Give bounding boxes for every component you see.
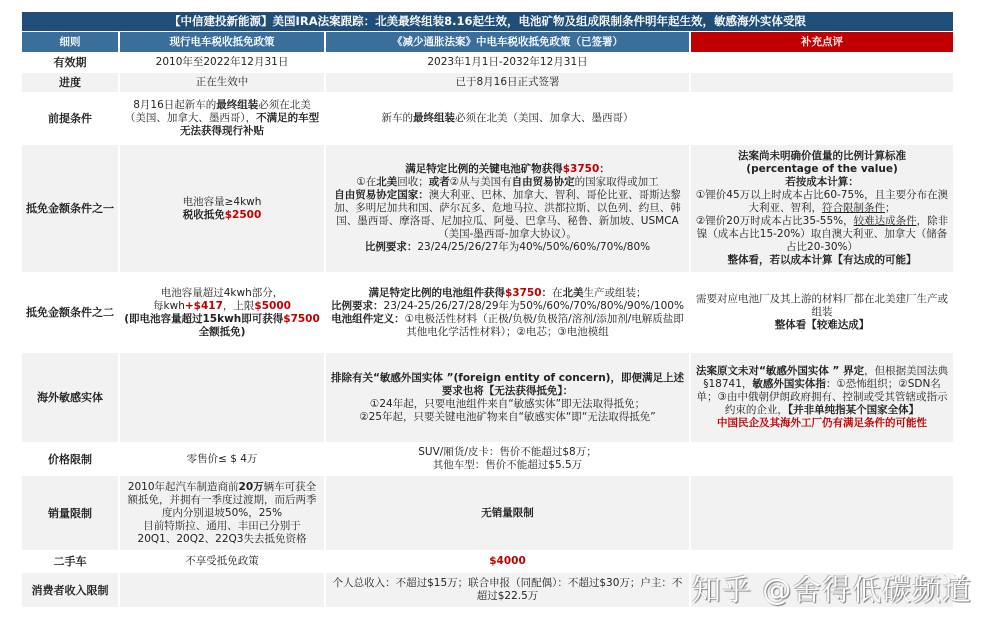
- text-segment: 敏感外国实体指: [752, 378, 826, 390]
- current-policy-cell: [119, 145, 325, 273]
- text-segment: 每kwh: [153, 299, 185, 312]
- ira-policy-cell: [325, 273, 690, 353]
- current-policy-cell: [119, 551, 325, 573]
- text-segment: 正在生效中: [195, 76, 249, 88]
- ira-policy-cell: [325, 551, 690, 573]
- title-row: [22, 12, 954, 32]
- text-segment: 比例要求：: [331, 299, 384, 312]
- paragraph: [695, 365, 949, 417]
- text-segment: 新车的: [381, 112, 413, 124]
- paragraph: [330, 76, 685, 89]
- paragraph: [330, 446, 685, 459]
- ira-policy-cell: [325, 73, 690, 93]
- text-segment: 电池容量≥4kwh: [182, 195, 262, 208]
- paragraph: [330, 176, 685, 189]
- paragraph: [124, 287, 320, 300]
- paragraph: [330, 577, 685, 603]
- text-segment: ，上限: [222, 299, 255, 312]
- text-segment: 20万: [238, 480, 264, 493]
- text-segment: 其他车型：售价不能超过$5.5万: [432, 459, 583, 471]
- text-segment: 最终组装: [216, 99, 259, 111]
- ira-policy-cell: [325, 443, 690, 476]
- text-segment: $5000: [254, 299, 291, 312]
- text-segment: 已于8月16日正式签署: [455, 76, 560, 88]
- table-row: [22, 476, 954, 551]
- comment-cell: [690, 93, 954, 145]
- comment-cell: [690, 443, 954, 476]
- text-segment: $3750: [504, 286, 542, 299]
- row-label: 二手车: [22, 551, 119, 573]
- text-segment: 电池组件定义：: [331, 312, 405, 325]
- paragraph: [330, 189, 685, 241]
- row-label: 价格限制: [22, 443, 119, 476]
- paragraph: [695, 189, 949, 215]
- text-segment: 23/24/25/26/27年为40%/50%/60%/70%/80%: [417, 241, 651, 253]
- paragraph: [124, 99, 320, 138]
- comment-cell: [690, 476, 954, 551]
- header-item: 细则: [22, 32, 119, 53]
- paragraph: [330, 300, 685, 313]
- paragraph: [330, 555, 685, 568]
- row-label: 有效期: [22, 53, 119, 73]
- text-segment: 辆车可获全额抵免，并拥有一季度过渡期，而后两季度内分别退坡50%，25%: [127, 480, 317, 519]
- text-segment: ②锂价20万时成本占比35-55%，: [695, 215, 854, 227]
- text-segment: 无销量限制: [481, 506, 534, 519]
- text-segment: 2010年起汽车制造商前: [127, 480, 239, 493]
- text-segment: 自由贸易协定国家：: [334, 189, 429, 201]
- current-policy-cell: [119, 93, 325, 145]
- row-label: 抵免金额条件之二: [22, 273, 119, 353]
- text-segment: ①在: [356, 176, 377, 188]
- text-segment: 比例要求：: [364, 241, 418, 253]
- header-current-policy: 现行电车税收抵免政策: [119, 32, 325, 53]
- row-label: 进度: [22, 73, 119, 93]
- paragraph: [330, 398, 685, 411]
- paragraph: [124, 56, 320, 69]
- comment-cell: [690, 353, 954, 443]
- text-segment: 需要对应电池厂及其上游的材料厂都在北美建厂生产或组装: [696, 293, 949, 318]
- text-segment: 必须在北美（美国、加拿大、墨西哥）: [455, 112, 634, 124]
- text-segment: ：: [599, 163, 610, 175]
- paragraph: [330, 112, 685, 125]
- text-segment: 在: [552, 286, 563, 299]
- text-segment: 个人总收入：不超过$15万；联合申报（同配偶）：不超过$30万；户主：不超过$22.5万: [332, 577, 683, 602]
- paragraph: [695, 215, 949, 254]
- text-segment: ②25年起，只要关键电池矿物来自“敏感实体“即“无法取得抵免”: [359, 410, 656, 423]
- table-row: [22, 53, 954, 73]
- paragraph: [124, 209, 320, 222]
- paragraph: [330, 56, 685, 69]
- text-segment: 自由贸易协定: [511, 176, 575, 188]
- paragraph: [330, 459, 685, 472]
- text-segment: 中国民企及其海外工厂仍有满足条件的可能性: [717, 417, 928, 429]
- table-row: [22, 145, 954, 273]
- paragraph: [124, 481, 320, 520]
- table-row: [22, 73, 954, 93]
- paragraph: [695, 417, 949, 430]
- paragraph: [124, 520, 320, 546]
- ira-policy-cell: [325, 573, 690, 608]
- comment-cell: [690, 273, 954, 353]
- ira-policy-cell: [325, 53, 690, 73]
- text-segment: 必须在北美（美国、加拿大、墨西哥），: [124, 99, 311, 124]
- paragraph: [124, 313, 320, 339]
- paragraph: [695, 150, 949, 163]
- text-segment: 2023年1月1日-2032年12月31日: [427, 56, 588, 68]
- text-segment: 澳大利亚、巴林、加拿大、智利、哥伦比亚、哥斯达黎加、多明尼加共和国、萨尔瓦多、危地马拉、洪都拉斯、以色列、约旦、韩国、墨西哥、摩洛哥、尼加拉瓜、阿曼、巴拿马、秘鲁、新加坡、USMCA（美国-墨西哥-加拿大协议）。: [334, 189, 681, 240]
- paragraph: [330, 411, 685, 424]
- paragraph: [330, 241, 685, 254]
- current-policy-cell: [119, 573, 325, 608]
- table-row: [22, 93, 954, 145]
- paragraph: [695, 293, 949, 319]
- text-segment: 排除有关“敏感外国实体 ”(foreign entity of concern)，即便满足上述要求也将【无法获得抵免】：: [331, 371, 684, 397]
- text-segment: 回收；: [397, 176, 429, 188]
- text-segment: 全额抵免): [198, 325, 246, 338]
- text-segment: 法案原文未对“敏感外国实体 ” 界定: [695, 365, 865, 377]
- current-policy-cell: [119, 353, 325, 443]
- table-row: [22, 443, 954, 476]
- paragraph: [330, 287, 685, 300]
- paragraph: [124, 196, 320, 209]
- text-segment: 目前特斯拉、通用、丰田已分别于20Q1、20Q2、22Q3失去抵免资格: [137, 519, 307, 545]
- text-segment: 2010年至2022年12月31日: [155, 56, 289, 68]
- watermark: 知乎 @舍得低碳频道: [692, 573, 973, 607]
- text-segment: ，除非镍（成本占比15-20%）取自澳大利亚、加拿大（储备占比20-30%）: [696, 215, 949, 253]
- header-comment: 补充点评: [690, 32, 954, 53]
- text-segment: +$417: [184, 299, 223, 312]
- paragraph: [330, 163, 685, 176]
- text-segment: 电池容量超过4kwh部分，: [160, 286, 284, 299]
- text-segment: 不满足的车型无法获得现行补贴: [180, 112, 320, 137]
- row-label: 销量限制: [22, 476, 119, 551]
- text-segment: $7500: [283, 312, 320, 325]
- current-policy-cell: [119, 443, 325, 476]
- text-segment: $2500: [224, 208, 262, 221]
- row-label: 消费者收入限制: [22, 573, 119, 608]
- paragraph: [695, 176, 949, 189]
- text-segment: ；: [885, 202, 896, 214]
- text-segment: 北美: [376, 176, 398, 188]
- text-segment: 北美: [562, 286, 584, 299]
- text-segment: ：①恐怖组织；②SDN名单；③由中俄朝伊朗政府拥有、控制或受其管辖或指示约束的企业，: [696, 378, 948, 416]
- text-segment: 整体看，若以成本计算【有达成的可能】: [727, 254, 917, 266]
- paragraph: [330, 372, 685, 398]
- text-segment: (percentage of the value): [746, 163, 898, 175]
- current-policy-cell: [119, 53, 325, 73]
- text-segment: 较难达成条件: [853, 215, 917, 227]
- text-segment: $4000: [489, 555, 526, 567]
- paragraph: [695, 319, 949, 332]
- text-segment: ①电极活性材料（正极/负极/负极箔/溶剂/添加剂/电解质盐即其他电化学活性材料）；②电芯；③电池模组: [404, 312, 684, 338]
- text-segment: 生产或组装；: [583, 286, 647, 299]
- text-segment: 23/24-25/26/27/28/29年为50%/60%/70%/80%/90%/100%: [383, 299, 684, 312]
- header-row: [22, 32, 954, 53]
- ira-policy-cell: [325, 353, 690, 443]
- text-segment: 或者: [428, 176, 450, 188]
- text-segment: 最终组装: [413, 112, 455, 124]
- paragraph: [124, 555, 320, 568]
- text-segment: ，但根据美国法典§18741，: [703, 365, 949, 390]
- text-segment: 满足特定比例的电池组件获得: [368, 286, 505, 299]
- row-label: 海外敏感实体: [22, 353, 119, 443]
- text-segment: 符合限制条件: [822, 202, 886, 214]
- table-title: 【中信建投新能源】美国IRA法案跟踪：北美最终组装8.16起生效，电池矿物及组成限制条件明年起生效，敏感海外实体受限: [22, 12, 954, 32]
- text-segment: 【并非单纯指某个国家全体】: [787, 404, 920, 416]
- row-label: 前提条件: [22, 93, 119, 145]
- table-row: [22, 273, 954, 353]
- comment-cell: [690, 145, 954, 273]
- text-segment: ①24年起，只要电池组件来自“敏感实体”即无法取得抵免；: [369, 397, 646, 410]
- text-segment: ②从与美国有: [449, 176, 512, 188]
- table-row: [22, 353, 954, 443]
- paragraph: [330, 313, 685, 339]
- paragraph: [695, 163, 949, 176]
- comment-cell: [690, 73, 954, 93]
- ira-policy-table: [22, 12, 955, 608]
- paragraph: [695, 254, 949, 267]
- current-policy-cell: [119, 73, 325, 93]
- comment-cell: [690, 53, 954, 73]
- header-ira-policy: 《减少通胀法案》中电车税收抵免政策（已签署）: [325, 32, 690, 53]
- text-segment: 零售价≤ $ 4万: [186, 452, 258, 465]
- text-segment: 8月16日起新车的: [133, 99, 217, 111]
- ira-policy-cell: [325, 93, 690, 145]
- text-segment: ：: [541, 286, 553, 299]
- paragraph: [124, 300, 320, 313]
- row-label: 抵免金额条件之一: [22, 145, 119, 273]
- paragraph: [124, 453, 320, 466]
- text-segment: (即电池容量超过15kwh即可获得: [124, 312, 284, 325]
- text-segment: 满足特定比例的关键电池矿物获得: [405, 163, 563, 175]
- text-segment: 税收抵免: [182, 208, 225, 221]
- text-segment: SUV/厢货/皮卡：售价不能超过$8万；: [418, 446, 597, 458]
- current-policy-cell: [119, 476, 325, 551]
- ira-policy-cell: [325, 145, 690, 273]
- text-segment: 的国家取得或加工: [574, 176, 659, 188]
- text-segment: 整体看【较难达成】: [774, 319, 870, 331]
- text-segment: 法案尚未明确价值量的比例计算标准: [738, 150, 907, 162]
- paragraph: [124, 76, 320, 89]
- text-segment: 若按成本计算：: [785, 176, 859, 188]
- paragraph: [330, 507, 685, 520]
- text-segment: ①锂价45万以上时成本占比60-75%，且主要分布在澳大利亚、智利，: [695, 189, 949, 214]
- text-segment: $3750: [562, 163, 600, 175]
- ira-policy-cell: [325, 476, 690, 551]
- current-policy-cell: [119, 273, 325, 353]
- text-segment: 不享受抵免政策: [185, 555, 259, 567]
